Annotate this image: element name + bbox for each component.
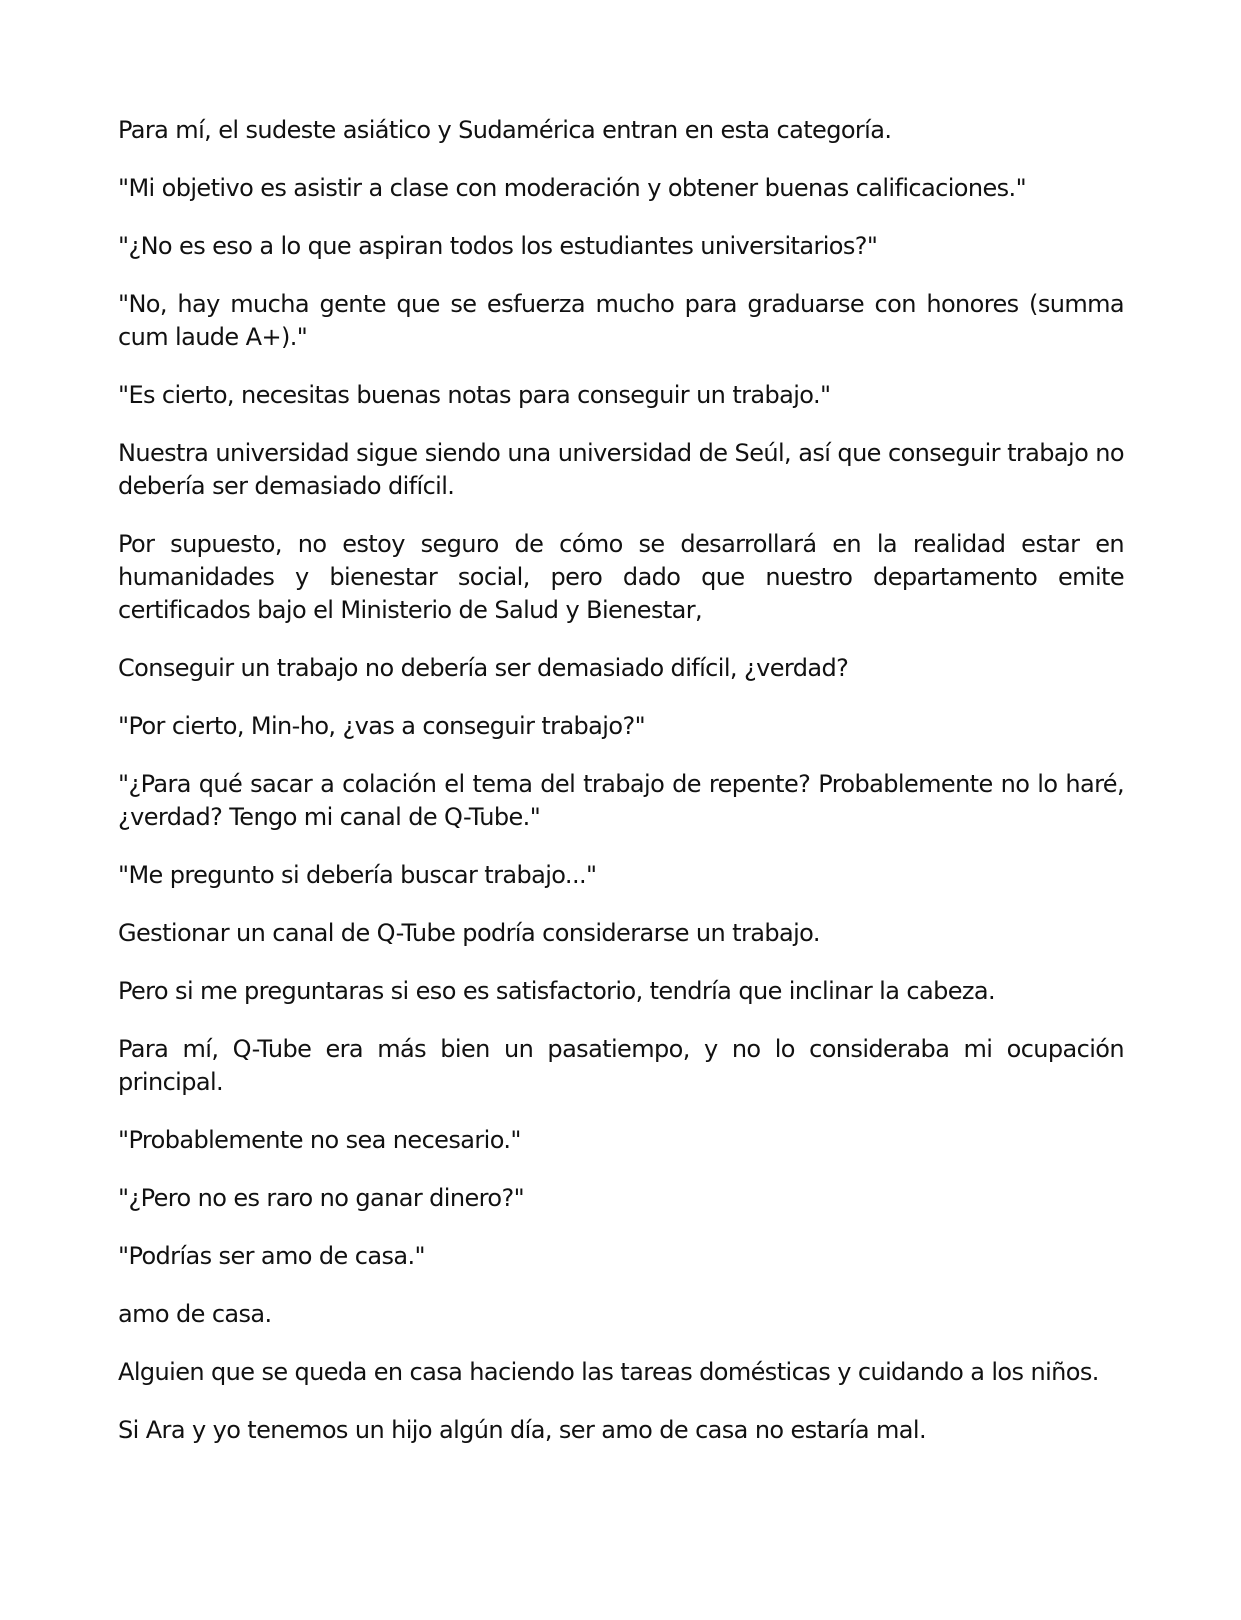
paragraph: "Me pregunto si debería buscar trabajo...": [118, 861, 597, 889]
paragraph: "¿Para qué sacar a colación el tema del trabajo de repente? Probablemente no lo haré, ¿verdad? Tengo mi canal de Q-Tube.": [118, 770, 1124, 831]
paragraph: amo de casa.: [118, 1300, 272, 1328]
paragraph: Por supuesto, no estoy seguro de cómo se desarrollará en la realidad estar en humanidades y bienestar social, pero dado que nuestro departamento emite certificados bajo el Ministerio de Salud y Bienestar,: [118, 530, 1124, 624]
paragraph: Conseguir un trabajo no debería ser demasiado difícil, ¿verdad?: [118, 654, 849, 682]
paragraph: Alguien que se queda en casa haciendo las tareas domésticas y cuidando a los niños.: [118, 1358, 1099, 1386]
paragraph: Gestionar un canal de Q-Tube podría considerarse un trabajo.: [118, 919, 820, 947]
paragraph: "¿No es eso a lo que aspiran todos los estudiantes universitarios?": [118, 232, 878, 260]
paragraph: "Es cierto, necesitas buenas notas para conseguir un trabajo.": [118, 381, 831, 409]
paragraph: Si Ara y yo tenemos un hijo algún día, ser amo de casa no estaría mal.: [118, 1416, 926, 1444]
document-body: [118, 114, 1124, 1472]
paragraph: "No, hay mucha gente que se esfuerza mucho para graduarse con honores (summa cum laude A+).": [118, 290, 1124, 351]
paragraph: Pero si me preguntaras si eso es satisfactorio, tendría que inclinar la cabeza.: [118, 977, 996, 1005]
paragraph: Nuestra universidad sigue siendo una universidad de Seúl, así que conseguir trabajo no debería ser demasiado difícil.: [118, 439, 1124, 500]
paragraph: "Podrías ser amo de casa.": [118, 1242, 425, 1270]
paragraph: Para mí, Q-Tube era más bien un pasatiempo, y no lo consideraba mi ocupación principal.: [118, 1035, 1124, 1096]
paragraph: Para mí, el sudeste asiático y Sudamérica entran en esta categoría.: [118, 116, 892, 144]
paragraph: "Mi objetivo es asistir a clase con moderación y obtener buenas calificaciones.": [118, 174, 1027, 202]
paragraph: "Probablemente no sea necesario.": [118, 1126, 521, 1154]
paragraph: "¿Pero no es raro no ganar dinero?": [118, 1184, 525, 1212]
paragraph: "Por cierto, Min-ho, ¿vas a conseguir trabajo?": [118, 712, 646, 740]
